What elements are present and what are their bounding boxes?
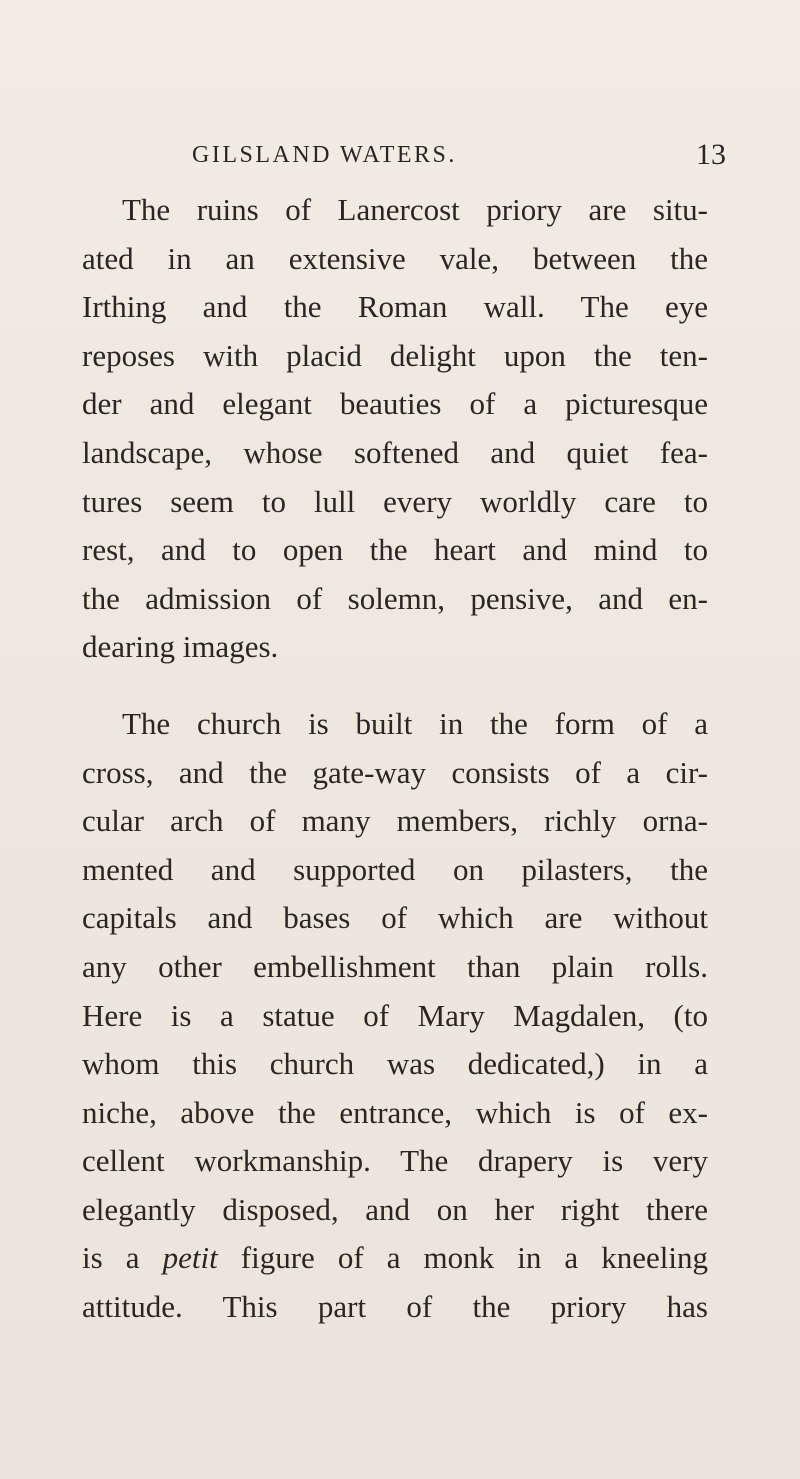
text-line: landscape, whose softened and quiet fea- <box>82 434 708 470</box>
text-line: reposes with placid delight upon the ten- <box>82 337 708 373</box>
text-line: rest, and to open the heart and mind to <box>82 532 708 568</box>
text-line: the admission of solemn, pensive, and en- <box>82 580 708 616</box>
body-text <box>82 186 708 1332</box>
page-number: 13 <box>696 138 726 171</box>
paragraph-lanercost-ruins <box>82 186 708 672</box>
text-segment: is a <box>82 1240 163 1276</box>
italic-word: petit <box>162 1240 218 1276</box>
text-line: der and elegant beauties of a picturesque <box>82 386 708 422</box>
text-line <box>82 1234 708 1283</box>
text-line: whom this church was dedicated,) in a <box>82 1046 708 1082</box>
paragraph-church-description <box>82 700 708 1332</box>
text-line: Irthing and the Roman wall. The eye <box>82 289 708 325</box>
text-line: attitude. This part of the priory has <box>82 1289 708 1325</box>
text-line: elegantly disposed, and on her right there <box>82 1191 708 1227</box>
text-line: cular arch of many members, richly orna- <box>82 803 708 839</box>
text-segment: figure of a monk in a kneeling <box>217 1240 708 1276</box>
text-line: Here is a statue of Mary Magdalen, (to <box>82 997 708 1033</box>
page-header <box>96 138 726 178</box>
text-line: cellent workmanship. The drapery is very <box>82 1143 708 1179</box>
text-line: capitals and bases of which are without <box>82 900 708 936</box>
text-line: mented and supported on pilasters, the <box>82 851 708 887</box>
text-line: ated in an extensive vale, between the <box>82 240 708 276</box>
text-line: cross, and the gate-way consists of a cir- <box>82 754 708 790</box>
text-line: niche, above the entrance, which is of ex- <box>82 1094 708 1130</box>
text-line: any other embellishment than plain rolls. <box>82 948 708 984</box>
text-line: dearing images. <box>82 629 279 665</box>
text-line: tures seem to lull every worldly care to <box>82 483 708 519</box>
text-line: The ruins of Lanercost priory are situ- <box>122 192 708 227</box>
running-head: GILSLAND WATERS. <box>192 142 457 168</box>
text-line: The church is built in the form of a <box>122 705 708 741</box>
